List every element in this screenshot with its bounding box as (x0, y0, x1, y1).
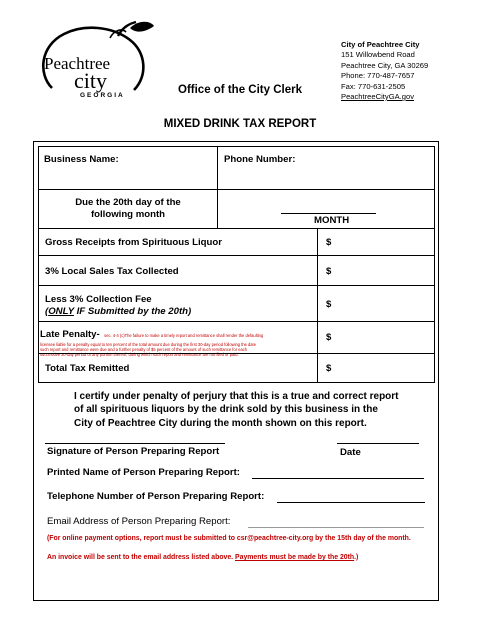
date-line[interactable] (337, 443, 419, 444)
contact-fax: Fax: 770-631-2505 (341, 81, 406, 91)
logo-text-peachtree: Peachtree (44, 54, 111, 73)
office-title: Office of the City Clerk (178, 84, 302, 96)
contact-website-link[interactable]: PeachtreeCityGA.gov (341, 92, 415, 102)
certification-statement (74, 390, 419, 430)
due-date-cell (38, 189, 218, 229)
local-tax-cell (38, 255, 318, 286)
peachtree-city-logo (30, 18, 156, 104)
due-note-line1: Due the 20th day of the (75, 197, 181, 208)
month-field[interactable] (217, 189, 435, 229)
late-penalty-fine-1: sec. 4-4 (c)The failure to make a timely report and remittance shall render the defaulting (104, 333, 264, 338)
business-name-label: Business Name: (44, 154, 119, 165)
gross-receipts-cell (38, 228, 318, 256)
printed-name-line[interactable] (252, 478, 424, 479)
email-label: Email Address of Person Preparing Report: (47, 516, 231, 527)
collection-fee-note-only: ONLY (48, 306, 74, 317)
gross-receipts-dollar: $ (326, 237, 332, 248)
printed-name-label: Printed Name of Person Preparing Report: (47, 467, 240, 478)
telephone-line[interactable] (277, 502, 425, 503)
contact-city: Peachtree City, GA 30269 (341, 60, 429, 70)
local-tax-label: 3% Local Sales Tax Collected (45, 266, 179, 277)
collection-fee-dollar: $ (326, 299, 332, 310)
local-tax-amount-field[interactable] (317, 255, 435, 286)
late-penalty-fine-4: successive 30-day period or any portion thereof, during which such report and remittance are not filed or paid. (40, 352, 239, 358)
due-note (39, 197, 217, 221)
collection-fee-label: Less 3% Collection Fee (45, 294, 152, 305)
late-penalty-fine-3: such report and remittance were due and a further penalty of $5 percent of the amount of such remittance for each (40, 347, 248, 353)
business-name-field[interactable] (38, 146, 218, 190)
local-tax-dollar: $ (326, 266, 332, 277)
signature-label: Signature of Person Preparing Report (47, 446, 220, 457)
contact-block (341, 40, 428, 102)
certification-line1: I certify under penalty of perjury that this is a true and correct report (74, 391, 399, 402)
total-tax-label: Total Tax Remitted (45, 363, 130, 374)
email-line[interactable] (248, 527, 424, 528)
online-payment-note: (For online payment options, report must be submitted to csr@peachtree-city.org by the 15th day of the month. (47, 535, 411, 542)
telephone-label: Telephone Number of Person Preparing Report: (47, 491, 265, 502)
contact-name: City of Peachtree City (341, 40, 420, 49)
report-title: MIXED DRINK TAX REPORT (163, 118, 317, 130)
phone-number-label: Phone Number: (224, 154, 296, 165)
logo-text-city: city (74, 68, 107, 93)
month-label: MONTH (314, 215, 350, 226)
contact-phone: Phone: 770-487-7657 (341, 71, 415, 81)
invoice-note-end: .) (354, 554, 359, 561)
collection-fee-amount-field[interactable] (317, 285, 435, 322)
total-tax-amount-field[interactable] (317, 353, 435, 383)
late-penalty-fine-2: licensee liable for a penalty equal to ten percent of the total amount due during the first 30-day period following the date (40, 342, 256, 347)
signature-line[interactable] (45, 443, 225, 444)
late-penalty-dollar: $ (326, 332, 332, 343)
due-note-line2: following month (90, 209, 166, 220)
certification-line3: City of Peachtree City during the month shown on this report. (74, 417, 367, 429)
late-penalty-amount-field[interactable] (317, 321, 435, 354)
collection-fee-cell (38, 285, 318, 322)
late-penalty-label: Late Penalty- (40, 329, 100, 340)
logo-text-georgia: GEORGIA (80, 92, 125, 99)
month-underline (281, 213, 376, 214)
contact-street: 151 Willowbend Road (341, 50, 415, 60)
gross-receipts-label: Gross Receipts from Spirituous Liquor (45, 237, 222, 248)
total-tax-cell (38, 353, 318, 383)
invoice-note-deadline: Payments must be made by the 20th (235, 554, 355, 561)
date-label: Date (340, 447, 361, 458)
phone-number-field[interactable] (217, 146, 435, 190)
total-tax-dollar: $ (326, 363, 332, 374)
invoice-note-text: An invoice will be sent to the email address listed above. (47, 554, 236, 561)
gross-receipts-amount-field[interactable] (317, 228, 435, 256)
late-penalty-cell (38, 321, 318, 358)
collection-fee-note (45, 306, 191, 317)
certification-line2: of all spirituous liquors by the drink sold by this business in the (74, 404, 378, 416)
invoice-note (47, 554, 358, 561)
collection-fee-note-rest: IF Submitted by the 20th) (73, 306, 192, 317)
collection-fee-note-paren: ( (45, 306, 49, 317)
